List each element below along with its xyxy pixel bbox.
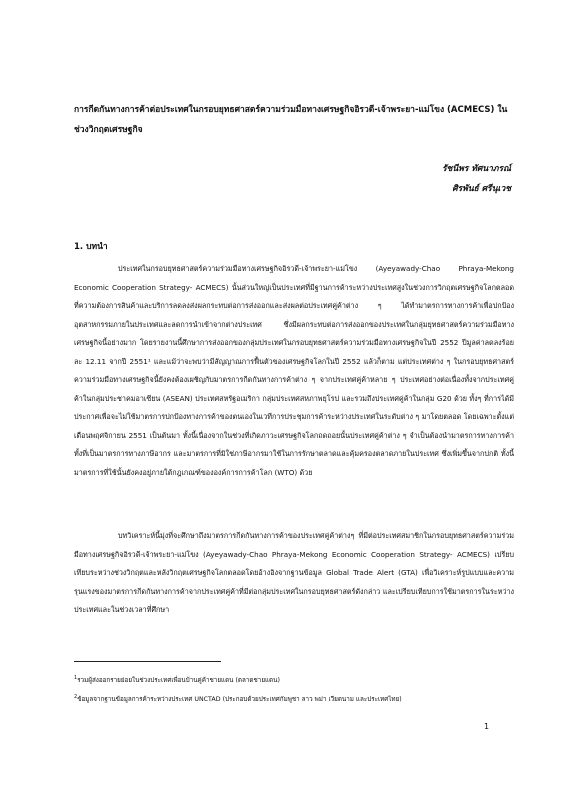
footnotes bbox=[74, 670, 514, 708]
paragraph-text: บทวิเคราะห์นี้มุ่งที่จะศึกษาถึงมาตรการกีดกันทางการค้าของประเทศคู่ค้าต่างๆ ที่มีต่อประเทศสมาชิกในกรอบยุทธศาสตร์ความร่วมมือทางเศรษฐกิจอิรวดี-เจ้าพระยา-แม่โขง (Ayeyawady-Chao Phraya-Mekong Economic Cooperation Strategy- ACMECS) เปรียบเทียบระหว่างช่วงวิกฤตและหลังวิกฤตเศรษฐกิจโลกตลอดโดยอ้างอิงจากฐานข้อมูล Global Trade Alert (GTA) เพื่อวิเคราะห์รูปแบบและความรุนแรงของมาตรการกีดกันทางการค้าจากประเทศคู่ค้าที่มีต่อกลุ่มประเทศในกรอบยุทธศาสตร์ดังกล่าว และเปรียบเทียบการใช้มาตรการในระหว่างประเทศและในช่วงเวลาที่ศึกษา bbox=[74, 531, 514, 614]
footnote-mark: 2 bbox=[74, 694, 78, 701]
footnote-mark: 1 bbox=[74, 675, 78, 681]
author-block bbox=[442, 159, 511, 199]
body-paragraph bbox=[74, 527, 514, 620]
footnote-text: ข้อมูลจากฐานข้อมูลการค้าระหว่างประเทศ UNCTAD (ประกอบด้วยประเทศกัมพูชา ลาว พม่า เวียดนาม และประเทศไทย) bbox=[77, 696, 402, 704]
paragraph-text: ประเทศในกรอบยุทธศาสตร์ความร่วมมือทางเศรษฐกิจอิรวดี-เจ้าพระยา-แม่โขง (Ayeyawady-Chao Phraya-Mekong Economic Cooperation Strategy- ACMECS) นั้นส่วนใหญ่เป็นประเทศที่มีฐานการค้าระหว่างประเทศสูงในช่วงการวิกฤตเศรษฐกิจโลกตลอดที่ความต้องการสินค้าและบริการลดลงส่งผลกระทบต่อการส่งออกและส่งผลต่อประเทศคู่ค้าต่าง ๆ ได้ทำมาตรการทางการค้าเพื่อปกป้องอุตสาหกรรมภายในประเทศและลดการนำเข้าจากต่างประเทศ ซึ่งมีผลกระทบต่อการส่งออกของประเทศในกลุ่มยุทธศาสตร์ความร่วมมือทางเศรษฐกิจนี้อย่างมาก โดยรายงานนี้ศึกษาการส่งออกของกลุ่มประเทศในกรอบยุทธศาสตร์ความร่วมมือทางเศรษฐกิจในปี 2552 ปีมูลค่าลดลงร้อยละ 12.11 จากปี 2551¹ และแม้ว่าจะพบว่ามีสัญญาณการฟื้นตัวของเศรษฐกิจโลกในปี 2552 แล้วก็ตาม แต่ประเทศต่าง ๆ ในกรอบยุทธศาสตร์ความร่วมมือทางเศรษฐกิจนี้ยังคงต้องเผชิญกับมาตรการกีดกันทางการค้าต่าง ๆ จากประเทศคู่ค้าหลาย ๆ ประเทศอย่างต่อเนื่องทั้งจากประเทศคู่ค้าในกลุ่มประชาคมอาเซียน (ASEAN) ประเทศสหรัฐอเมริกา กลุ่มประเทศสหภาพยุโรป และรวมถึงประเทศคู่ค้าในกลุ่ม G20 ด้วย ทั้งๆ ที่การได้มีประกาศเพื่อจะไม่ใช้มาตรการปกป้องทางการค้าของตนเองในเวทีการประชุมการค้าระหว่างประเทศในระดับต่าง ๆ มาโดยตลอด โดยเฉพาะตั้งแต่เดือนพฤศจิกายน 2551 เป็นต้นมา ทั้งนี้เนื่องจากในช่วงที่เกิดภาวะเศรษฐกิจโลกถดถอยนั้นประเทศคู่ค้าต่าง ๆ จำเป็นต้องนำมาตรการทางการค้า ทั้งที่เป็นมาตรการทางภาษีอากร และมาตรการที่มิใช่ภาษีอากรมาใช้ในการรักษาตลาดและคุ้มครองตลาดภายในประเทศ ซึ่งเพิ่มขึ้นจากปกติ ทั้งนี้มาตรการที่ใช้นั้นยังคงอยู่ภายใต้กฎเกณฑ์ขององค์การการค้าโลก (WTO) ด้วย bbox=[74, 264, 514, 477]
section-heading: 1. บทนำ bbox=[74, 242, 108, 252]
author-name: ศิรพันธ์ ศรีนุเวช bbox=[452, 184, 511, 194]
page-number: 1 bbox=[484, 722, 490, 731]
footnote-divider bbox=[74, 661, 221, 662]
footnote bbox=[74, 670, 514, 689]
author-name: รัชนีพร ทัศนาภรณ์ bbox=[442, 164, 511, 174]
document-title: การกีดกันทางการค้าต่อประเทศในกรอบยุทธศาสตร์ความร่วมมือทางเศรษฐกิจอิรวดี-เจ้าพระยา-แม่โขง (ACMECS) ในช่วงวิกฤตเศรษฐกิจ bbox=[74, 105, 508, 135]
body-paragraph bbox=[74, 260, 514, 482]
footnote-text: รวมผู้ส่งออกรายย่อยในช่วงประเทศเพื่อนบ้านคู่ค้าชายแดน (ตลาดชายแดน) bbox=[77, 677, 280, 685]
footnote bbox=[74, 689, 514, 708]
